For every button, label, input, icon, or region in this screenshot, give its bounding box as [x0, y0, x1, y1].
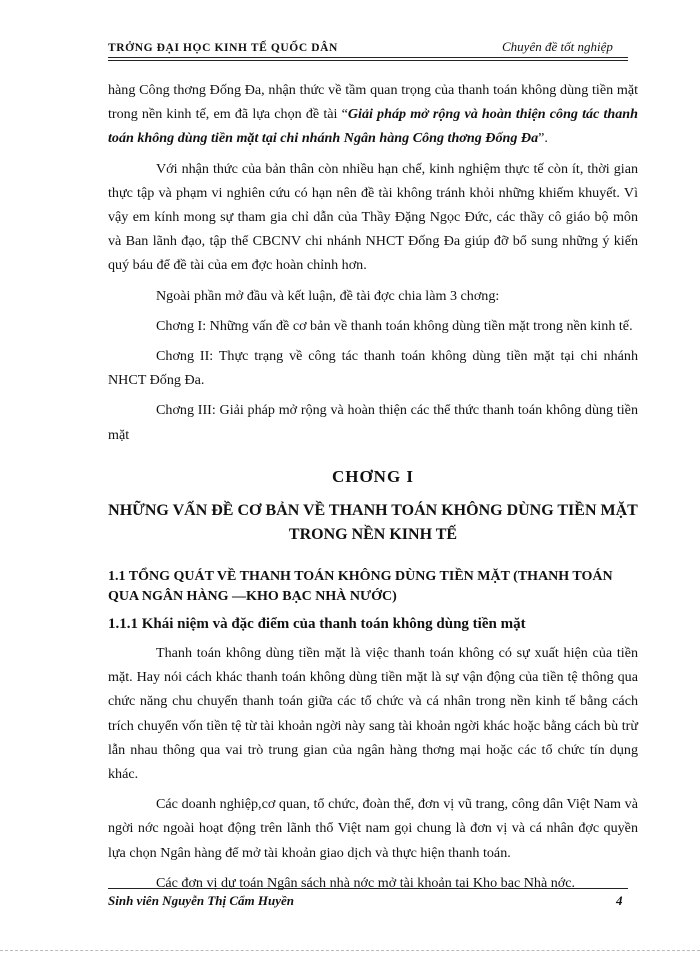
page-break-line [0, 950, 700, 951]
intro-paragraph-3: Ngoài phần mở đầu và kết luận, đề tài đợc chia làm 3 chơng: [156, 287, 500, 304]
header-school-name: TRỞNG ĐẠI HỌC KINH TẾ QUỐC DÂN [108, 42, 338, 54]
section-1-1-heading: 1.1 TỔNG QUÁT VỀ THANH TOÁN KHÔNG DÙNG TIỀN MẶT (THANH TOÁN QUA NGÂN HÀNG —KHO BẠC NHÀ NƯỚC) [108, 569, 613, 605]
section-paragraph-3: Các đơn vị dự toán Ngân sách nhà nớc mở tài khoản tại Kho bạc Nhà nớc. [156, 874, 576, 891]
intro-paragraph-2: Với nhận thức của bản thân còn nhiều hạn chế, kinh nghiệm thực tế còn ít, thời gian thực tập và phạm vi nghiên cứu có hạn nên đề tài không tránh khỏi những khiếm khuyết. Vì vậy em kính mong sự tham gia chỉ dẫn của Thầy Đặng Ngọc Đức, các thầy cô giáo bộ môn và Ban lãnh đạo, tập thể CBCNV chi nhánh NHCT Đống Đa giúp đỡ bổ sung những ý kiến quý báu để đề tài của em đợc hoàn chỉnh hơn. [108, 160, 638, 274]
chapter-subtitle: NHỮNG VẤN ĐỀ CƠ BẢN VỀ THANH TOÁN KHÔNG DÙNG TIỀN MẶT TRONG NỀN KINH TẾ [108, 502, 638, 544]
chapter-1-summary: Chơng I: Những vấn đề cơ bản về thanh toán không dùng tiền mặt trong nền kinh tế. [156, 317, 633, 334]
intro-paragraph-1: hàng Công thơng Đống Đa, nhận thức về tầm quan trọng của thanh toán không dùng tiền mặt trong nền kinh tế, em đã lựa chọn đề tài “Giải pháp mở rộng và hoàn thiện công tác thanh toán không dùng tiền mặt tại chi nhánh Ngân hàng Công thơng Đống Đa”. [108, 82, 638, 147]
chapter-3-summary: Chơng III: Giải pháp mở rộng và hoàn thiện các thể thức thanh toán không dùng tiền mặt [108, 402, 638, 443]
thesis-topic: Giải pháp mở rộng và hoàn thiện công tác thanh toán không dùng tiền mặt tại chi nhánh Ngân hàng Công thơng Đống Đa [108, 106, 638, 147]
footer-page-number: 4 [616, 893, 623, 908]
footer-rule [108, 888, 628, 889]
header-document-type: Chuyên đề tốt nghiệp [502, 39, 613, 54]
header-rule-bottom [108, 60, 628, 61]
section-1-1-1-heading: 1.1.1 Khái niệm và đặc điểm của thanh toán không dùng tiền mặt [108, 616, 526, 633]
chapter-2-summary: Chơng II: Thực trạng về công tác thanh toán không dùng tiền mặt tại chi nhánh NHCT Đống Đa. [108, 348, 638, 389]
footer-student-name: Sinh viên Nguyễn Thị Cẩm Huyền [108, 893, 294, 908]
header-rule-top [108, 57, 628, 58]
section-paragraph-1: Thanh toán không dùng tiền mặt là việc thanh toán không có sự xuất hiện của tiền mặt. Hay nói cách khác thanh toán không dùng tiền mặt là sự vận động của tiền tệ thông qua chức năng chu chuyển thanh toán giữa các tổ chức và cá nhân trong nền kinh tế bằng cách trích chuyển vốn tiền tệ từ tài khoản ngời này sang tài khoản ngời khác hoặc bằng cách bù trừ lẫn nhau thông qua vai trò trung gian của ngân hàng thơng mại hoặc các tổ chức tín dụng khác. [108, 645, 638, 783]
chapter-title: CHƠNG I [331, 466, 415, 486]
document-body [108, 78, 638, 901]
section-paragraph-2: Các doanh nghiệp,cơ quan, tổ chức, đoàn thể, đơn vị vũ trang, công dân Việt Nam và ngời nớc ngoài hoạt động trên lãnh thổ Việt nam gọi chung là đơn vị và cá nhân đợc quyền lựa chọn Ngân hàng để mở tài khoản giao dịch và thực hiện thanh toán. [108, 796, 638, 861]
